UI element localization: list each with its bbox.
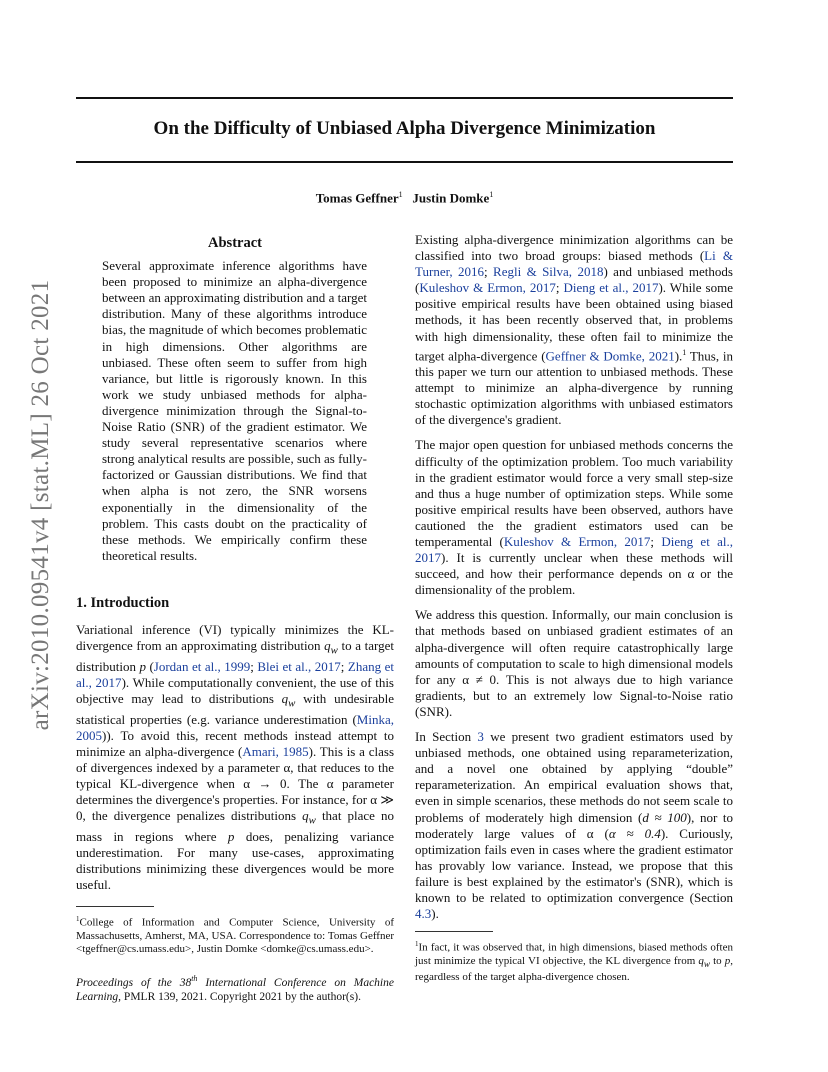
math-q: q — [324, 638, 331, 654]
citation-link[interactable]: Li & Turner, 2016 — [415, 248, 734, 280]
section-heading-introduction: 1. Introduction — [76, 594, 170, 611]
arxiv-identifier: arXiv:2010.09541v4 [stat.ML] 26 Oct 2021 — [27, 279, 54, 731]
footnote-mark: 1 — [682, 347, 687, 357]
citation-link[interactable]: Kuleshov & Ermon, 2017 — [419, 280, 556, 296]
top-rule — [76, 97, 733, 99]
footnote-rule — [415, 931, 493, 932]
author-name: Justin Domke — [412, 190, 490, 206]
citation-link[interactable]: Minka, 2005 — [76, 711, 394, 743]
footnote-rule — [76, 906, 154, 907]
title-rule — [76, 161, 733, 163]
affiliation-footnote: $^1$College of Information and Computer Science, University of Massachusetts, Amherst, MA, USA. Correspondence to: Tomas Geffner <tgeffner@cs.umass.edu>, Justin Domke <domke@cs.umass.edu>. — [76, 915, 394, 955]
math-q: q — [281, 690, 289, 706]
math-inline: d ≈ 100 — [642, 809, 687, 825]
math-p: p — [227, 828, 235, 844]
affiliation-mark: 1 — [489, 190, 494, 199]
citation-link[interactable]: Regli & Silva, 2018 — [493, 264, 604, 280]
citation-link[interactable]: Geffner & Domke, 2021 — [545, 347, 675, 363]
body-paragraph: We address this question. Informally, our main conclusion is that methods based on unbiased gradient estimates of an alpha-divergence will often require catastrophically large amounts of computation to scale to high dimensional models for any α ≠ 0. This is not always due to high variance gradients, but to an extremely low Signal-to-Noise ratio (SNR). — [415, 607, 733, 719]
citation-link[interactable]: Jordan et al., 1999 — [153, 658, 251, 674]
citation-link[interactable]: Blei et al., 2017 — [257, 658, 341, 674]
body-paragraph: Existing alpha-divergence minimization algorithms can be classified into two broad groups: biased methods (Li & Turner, 2016; Regli & Silva, 2018) and unbiased methods (Kuleshov & Ermon, 2017; Dieng et al., 2017). While some positive empirical results have been obtained using biased methods, it has been recently observed that, in problems with high dimensionality, these often fail to minimize the target alpha-divergence (Geffner & Domke, 2021).$^1$ Thus, in this paper we turn our attention to unbiased methods. These attempt to minimize an alpha-divergence by running stochastic optimization algorithms with unbiased estimators of the divergence's gradient. — [415, 232, 734, 428]
author-name: Tomas Geffner — [315, 190, 399, 206]
section-link[interactable]: 4.3 — [415, 906, 432, 922]
math-q: q — [302, 808, 309, 824]
citation-link[interactable]: Dieng et al., 2017 — [415, 534, 733, 566]
arxiv-sidebar — [16, 255, 66, 755]
abstract-text: Several approximate inference algorithms have been proposed to minimize an alpha-divergence between an approximating distribution and a target distribution. Many of these algorithms introduce bias, the magnitude of which becomes problematic in high dimensions. Other algorithms are unbiased. These often seem to suffer from high variance, but little is rigorously known. In this work we study unbiased methods for alpha-divergence minimization through the Signal-to-Noise Ratio (SNR) of the gradient estimator. We study several representative scenarios where strong analytical results are possible, such as fully-factorized or Gaussian distributions. We find that when alpha is not zero, the SNR worsens exponentially in the dimensionality of the problem. This casts doubt on the practicality of these methods. We empirically confirm these theoretical results. — [102, 258, 367, 563]
section-link[interactable]: 3 — [477, 729, 484, 745]
citation-link[interactable]: Zhang et al., 2017 — [76, 658, 394, 690]
right-column — [415, 232, 733, 984]
footnote-1: $^1$In fact, it was observed that, in high dimensions, biased methods often just minimize the typical VI objective, the KL divergence from $q_w$ to p, regardless of the target alpha-divergence chosen. — [415, 940, 733, 984]
citation-link[interactable]: Kuleshov & Ermon, 2017 — [503, 534, 651, 550]
proceedings-note: Proceedings of the 38th International Conference on Machine Learning, PMLR 139, 2021. Copyright 2021 by the author(s). — [76, 973, 394, 1004]
author-list — [76, 190, 733, 206]
body-paragraph: The major open question for unbiased methods concerns the difficulty of the optimization problem. Too much variability in the gradient estimator would force a very small step-size and thus a huge number of optimization steps. While some positive empirical results have been observed, authors have cautioned the the gradient estimators used can be temperamental (Kuleshov & Ermon, 2017; Dieng et al., 2017). It is currently unclear when these methods will succeed, and how their performance depends on α or the dimensionality of the problem. — [415, 437, 733, 598]
math-p: p — [139, 658, 146, 674]
left-column — [76, 232, 394, 1014]
citation-link[interactable]: Amari, 1985 — [242, 743, 309, 759]
citation-link[interactable]: Dieng et al., 2017 — [563, 280, 659, 296]
math-inline: α ≈ 0.4 — [608, 825, 661, 841]
paper-title: On the Difficulty of Unbiased Alpha Divergence Minimization — [153, 118, 656, 139]
intro-paragraph: Variational inference (VI) typically minimizes the KL-divergence from an approximating distribution $q_w$ to a target distribution p (Jordan et al., 1999; Blei et al., 2017; Zhang et al., 2017). While computationally convenient, the use of this objective may lead to distributions $q_w$ with undesirable statistical properties (e.g. variance underestimation (Minka, 2005)). To avoid this, recent methods instead attempt to minimize an alpha-divergence (Amari, 1985). This is a class of divergences indexed by a parameter α, that reduces to the typical KL-divergence when α → 0. The α parameter determines the divergence's properties. For instance, for α ≫ 0, the divergence penalizes distributions $q_w$ that place no mass in regions where p does, penalizing variance underestimation. For many use-cases, approximating distributions minimizing these divergences would be more useful. — [76, 621, 395, 893]
body-paragraph: In Section 3 we present two gradient estimators used by unbiased methods, one obtained using reparameterization, and a novel one obtained by applying “double” reparameterization. An empirical evaluation shows that, even in simple scenarios, these methods do not seem scale to problems of moderately high dimension (d ≈ 100), nor to moderately large values of α (α ≈ 0.4). Curiously, optimization fails even in cases where the gradient estimator has provably low variance. Instead, we propose that this failure is best explained by the estimator's (SNR), which is known to be related to optimization convergence (Section 4.3). — [415, 729, 733, 922]
abstract-heading: Abstract — [208, 235, 262, 251]
affiliation-mark: 1 — [398, 190, 403, 199]
